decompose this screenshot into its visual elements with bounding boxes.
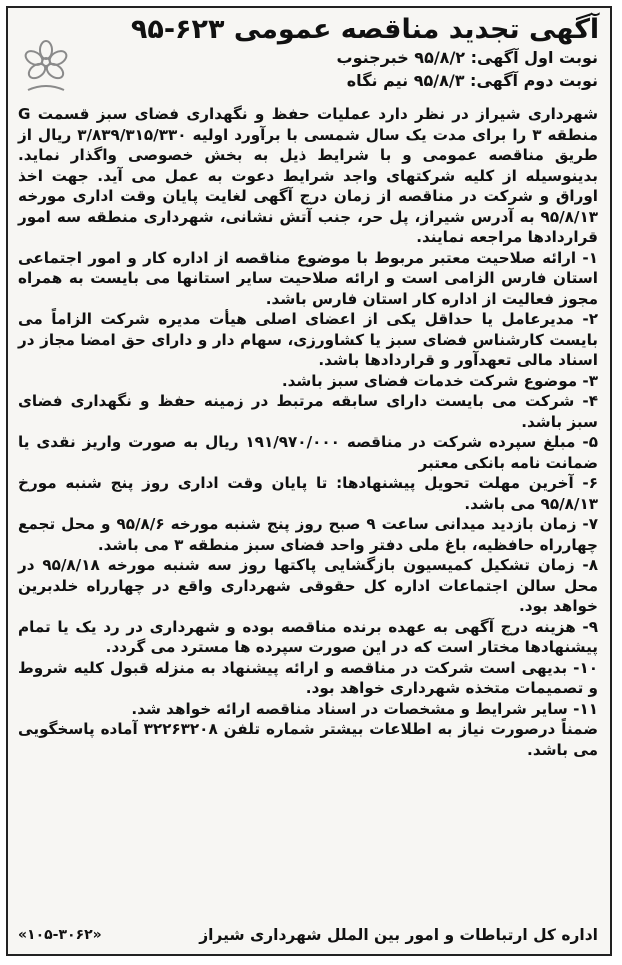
- intro-paragraph: شهرداری شیراز در نظر دارد عملیات حفظ و نگهداری فضای سبز قسمت G منطقه ۳ را برای مدت یک سال شمسی با برآورد اولیه ۳/۸۳۹/۳۱۵/۳۳۰ ریال از طریق مناقصه عمومی و با شرایط ذیل به بخش خصوصی واگذار نماید. بدینوسیله از کلیه شرکتهای واجد شرایط دعوت به عمل می آید. جهت اخذ اوراق و شرکت در مناقصه از زمان درج آگهی لغایت پایان وقت اداری مورخه ۹۵/۸/۱۳ به آدرس شیراز، پل حر، جنب آتش نشانی، شهرداری منطقه سه امور قراردادها مراجعه نمایند.: [18, 105, 599, 246]
- notice-body: [18, 104, 598, 760]
- notice-code: «۱۰۵-۳۰۶۲»: [18, 927, 102, 943]
- condition-item-11: ۱۱- سایر شرایط و مشخصات در اسناد مناقصه ارائه خواهد شد.: [131, 699, 598, 718]
- condition-item-4: ۴- شرکت می بایست دارای سابقه مرتبط در زمینه حفظ و نگهداری فضای سبز باشد.: [18, 392, 598, 431]
- condition-item-2: ۲- مدیرعامل یا حداقل یکی از اعضای اصلی هیأت مدیره شرکت الزاماً می بایست کارشناس فضای سبز یا کشاورزی، سهام دار و دارای حق امضا مجاز در اسناد مالی تعهدآور و قراردادها باشد.: [18, 310, 598, 369]
- notice-title: آگهی تجدید مناقصه عمومی ۶۲۳-۹۵: [130, 14, 600, 45]
- issuing-organization: اداره کل ارتباطات و امور بین الملل شهرداری شیراز: [199, 926, 598, 944]
- condition-item-9: ۹- هزینه درج آگهی به عهده برنده مناقصه بوده و شهرداری در رد یک یا تمام پیشنهادها مختار است که در این صورت سپرده ها مسترد می گردد.: [18, 617, 598, 656]
- condition-item-7: ۷- زمان بازدید میدانی ساعت ۹ صبح روز پنج شنبه مورخه ۹۵/۸/۶ و محل تجمع چهارراه حافظیه، باغ ملی دفتر واحد فضای سبز منطقه ۳ می باشد.: [18, 515, 598, 554]
- notice-footer: [18, 926, 598, 944]
- condition-item-8: ۸- زمان تشکیل کمیسیون بازگشایی پاکتها روز سه شنبه مورخه ۹۵/۸/۱۸ در محل سالن اجتماعات اداره کل حقوقی شهرداری واقع در چهارراه خلدبرین خواهد بود.: [18, 556, 598, 615]
- condition-item-10: ۱۰- بدیهی است شرکت در مناقصه و ارائه پیشنهاد به منزله قبول کلیه شروط و تصمیمات متخذه شهرداری خواهد بود.: [18, 658, 598, 697]
- flower-emblem-icon: [18, 38, 74, 98]
- notice-page: [6, 6, 612, 956]
- second-publication-line: نوبت دوم آگهی: ۹۵/۸/۳ نیم نگاه: [346, 71, 598, 90]
- condition-item-6: ۶- آخرین مهلت تحویل پیشنهادها: تا پایان وقت اداری روز پنج شنبه مورخ ۹۵/۸/۱۳ می باشد.: [18, 474, 598, 513]
- condition-item-3: ۳- موضوع شرکت خدمات فضای سبز باشد.: [281, 371, 598, 390]
- closing-paragraph: ضمناً درصورت نیاز به اطلاعات بیشتر شماره تلفن ۳۲۲۶۳۲۰۸ آماده پاسخگویی می باشد.: [18, 720, 598, 759]
- condition-item-5: ۵- مبلغ سپرده شرکت در مناقصه ۱۹۱/۹۷۰/۰۰۰ ریال به صورت واریز نقدی یا ضمانت نامه بانکی معتبر: [18, 433, 598, 472]
- first-publication-line: نوبت اول آگهی: ۹۵/۸/۲ خبرجنوب: [336, 48, 598, 67]
- condition-item-1: ۱- ارائه صلاحیت معتبر مربوط با موضوع مناقصه از اداره کار و امور اجتماعی استان فارس الزامی است و ارائه صلاحیت سایر استانها می بایست به همراه مجوز فعالیت از اداره کار استان فارس باشد.: [18, 248, 598, 308]
